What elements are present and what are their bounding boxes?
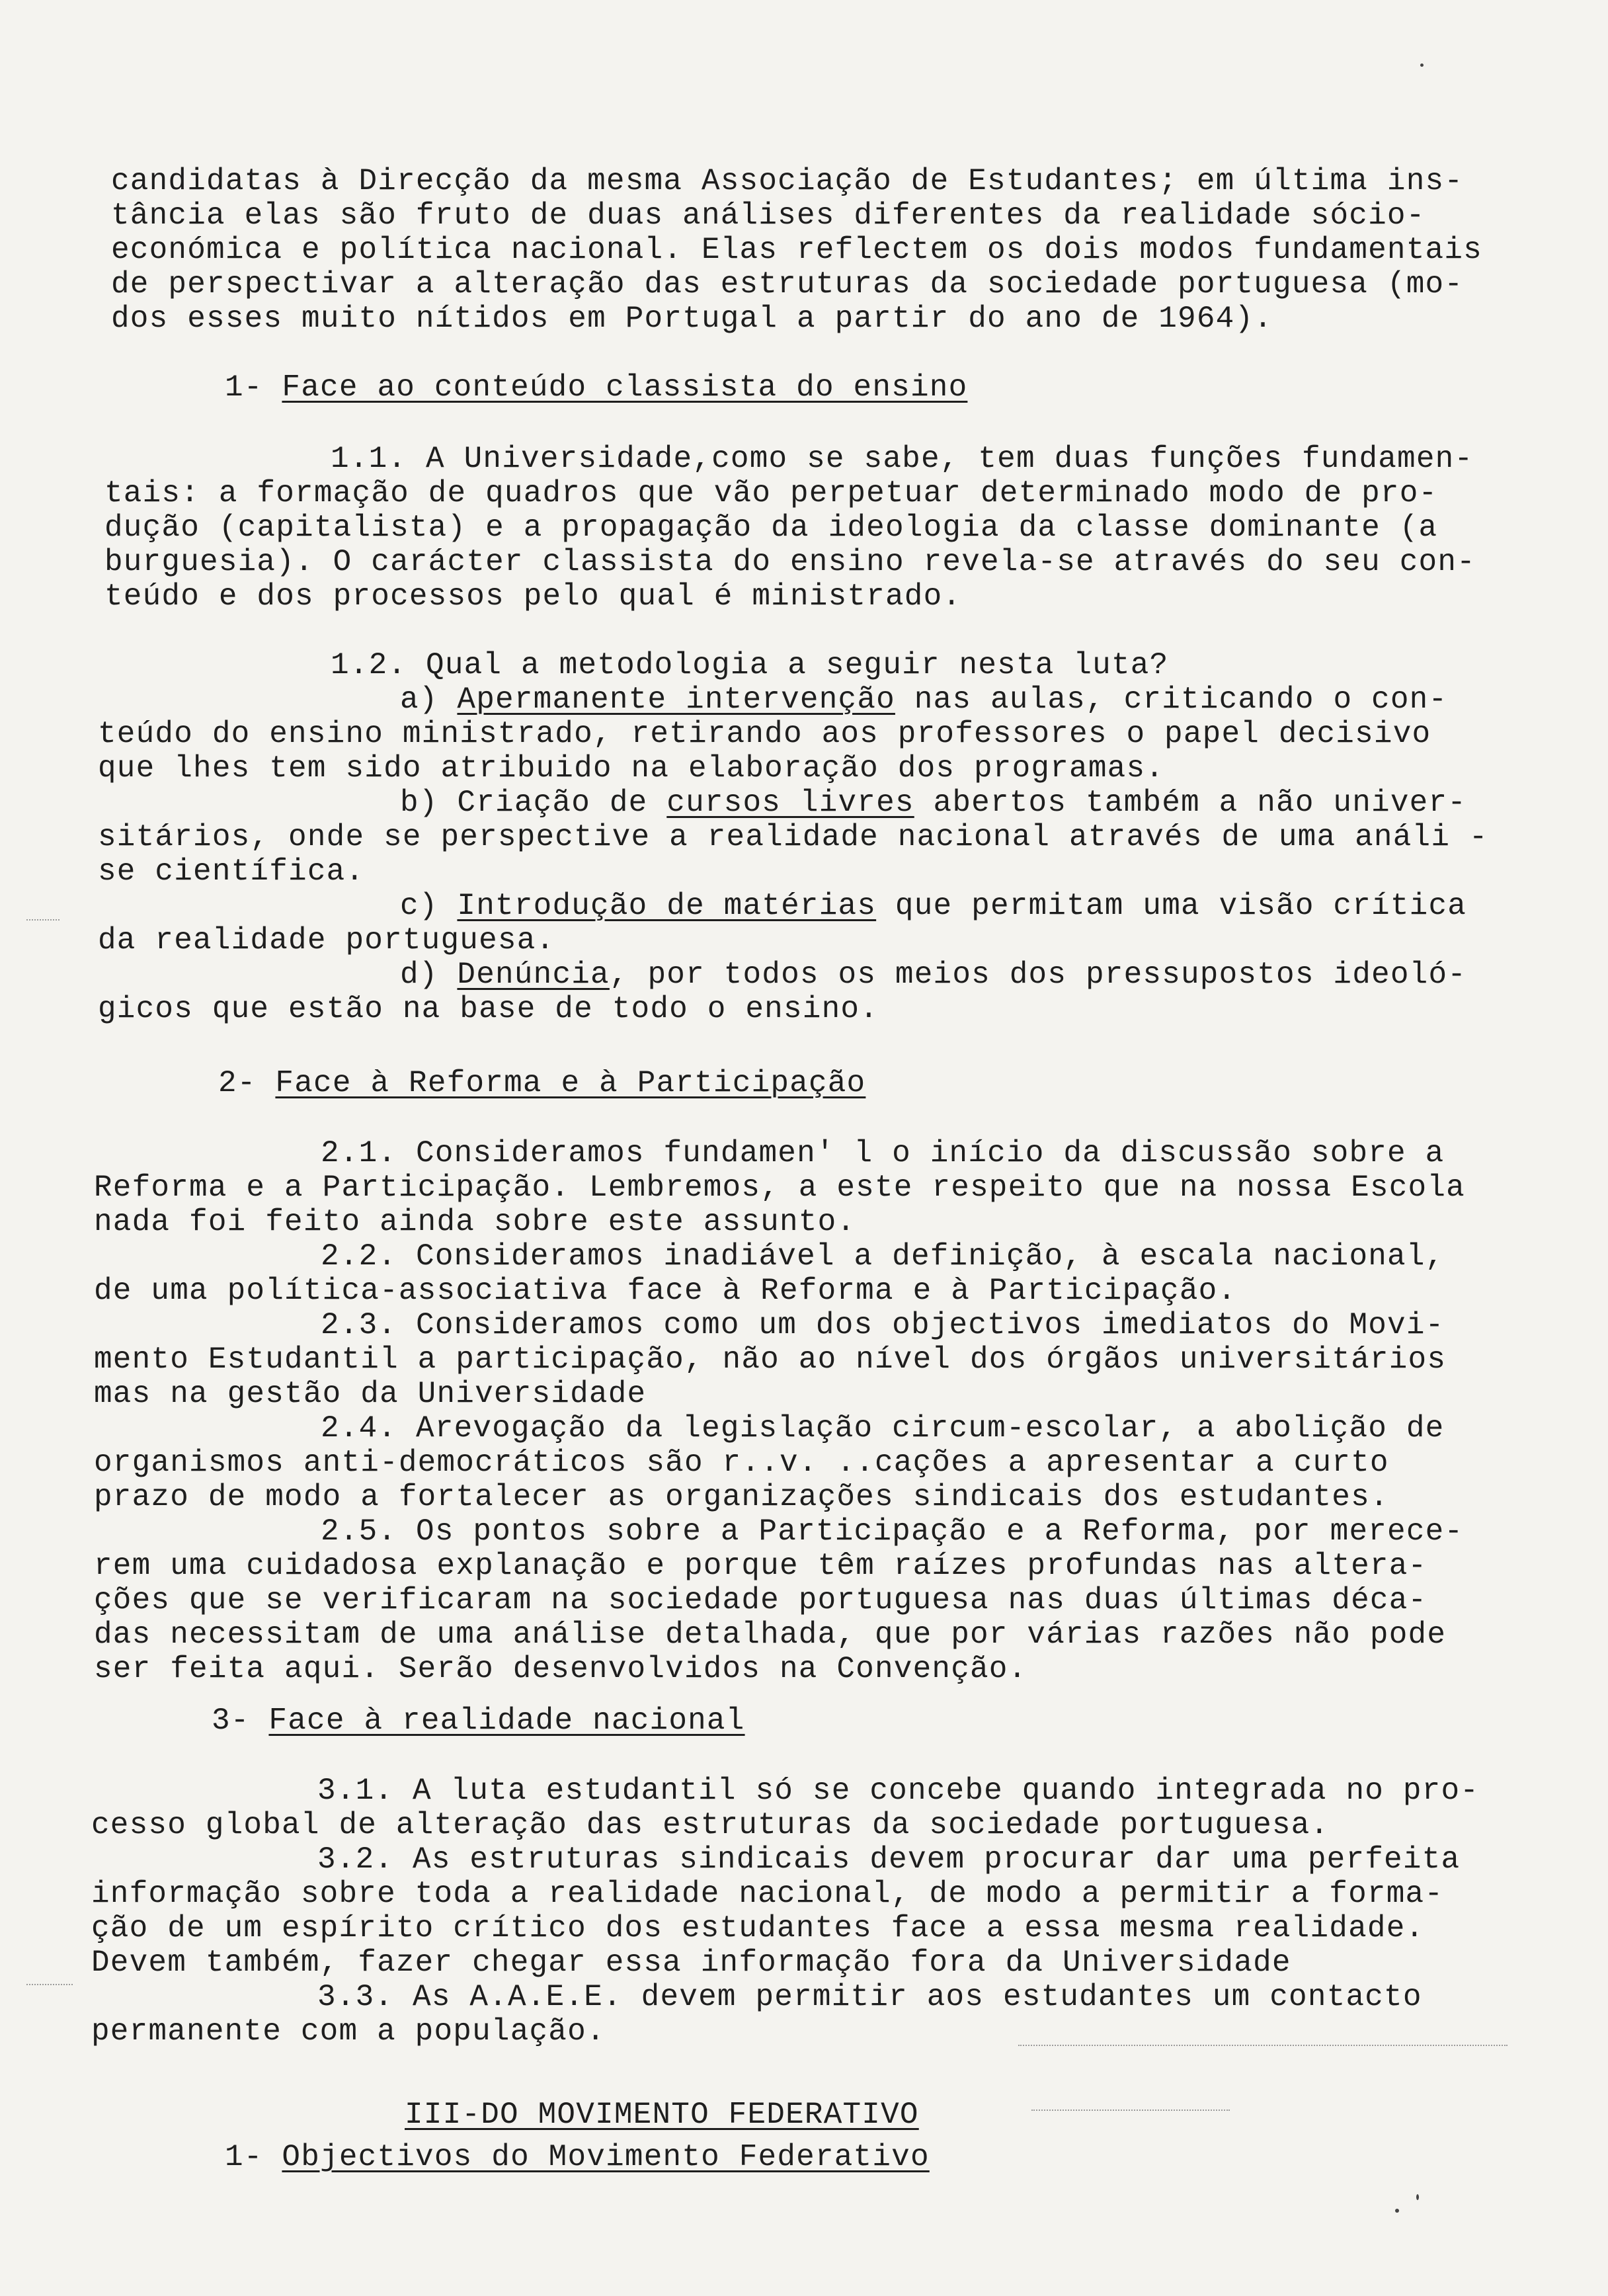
text-line: económica e política nacional. Elas reflectem os dois modos fundamentais — [111, 233, 1482, 267]
text-line: teúdo e dos processos pelo qual é ministrado. — [104, 579, 962, 614]
text-line: de perspectivar a alteração das estruturas da sociedade portuguesa (mo- — [111, 267, 1464, 302]
text-line: informação sobre toda a realidade nacional, de modo a permitir a forma- — [91, 1877, 1444, 1911]
text-line: dos esses muito nítidos em Portugal a partir do ano de 1964). — [111, 302, 1273, 336]
key-term: Denúncia — [457, 958, 610, 992]
list-item-c: c) Introdução de matérias que permitam uma visão crítica — [400, 889, 1467, 923]
text-line: ções que se verificaram na sociedade portuguesa nas duas últimas déca- — [94, 1583, 1427, 1618]
text-line: organismos anti-democráticos são r..v. ..cações a apresentar a curto — [94, 1446, 1389, 1480]
key-term: Apermanente intervenção — [457, 682, 895, 717]
text-line: tais: a formação de quadros que vão perpetuar determinado modo de pro- — [104, 476, 1438, 511]
text-line: 3.2. As estruturas sindicais devem procurar dar uma perfeita — [317, 1842, 1461, 1877]
text-line: permanente com a população. — [91, 2014, 606, 2049]
text-line: 2.5. Os pontos sobre a Participação e a Reforma, por merece- — [321, 1514, 1464, 1549]
part-title: III-DO MOVIMENTO FEDERATIVO — [405, 2098, 919, 2132]
text-line: mento Estudantil a participação, não ao nível dos órgãos universitários — [94, 1342, 1447, 1377]
text-line: gicos que estão na base de todo o ensino. — [98, 992, 879, 1026]
text-line: das necessitam de uma análise detalhada, que por várias razões não pode — [94, 1618, 1447, 1652]
text-line: Reforma e a Participação. Lembremos, a este respeito que na nossa Escola — [94, 1170, 1465, 1205]
section-2-heading — [218, 1066, 865, 1100]
text-line: 3.1. A luta estudantil só se concebe quando integrada no pro- — [317, 1774, 1480, 1808]
text-line: 3.3. As A.A.E.E. devem permitir aos estudantes um contacto — [317, 1980, 1422, 2014]
scan-dots — [1018, 2045, 1508, 2046]
text-line: tância elas são fruto de duas análises diferentes da realidade sócio- — [111, 198, 1426, 233]
text-line: sitários, onde se perspective a realidade nacional através de uma análi - — [98, 820, 1488, 854]
key-term: cursos livres — [666, 786, 914, 820]
section-number: 1- — [225, 370, 282, 405]
text-line: Devem também, fazer chegar essa informação fora da Universidade — [91, 1946, 1291, 1980]
text-line: nada foi feito ainda sobre este assunto. — [94, 1205, 856, 1239]
text-line: candidatas à Direcção da mesma Associação de Estudantes; em última ins- — [111, 164, 1464, 198]
scan-speck — [1395, 2209, 1399, 2213]
text-line: dução (capitalista) e a propagação da ideologia da classe dominante (a — [104, 511, 1438, 545]
text-line: ção de um espírito crítico dos estudantes face a essa mesma realidade. — [91, 1911, 1425, 1946]
section-3-heading — [212, 1703, 745, 1738]
part-3-subheading — [225, 2140, 930, 2174]
text-line: prazo de modo a fortalecer as organizações sindicais dos estudantes. — [94, 1480, 1389, 1514]
list-item-a: a) Apermanente intervenção nas aulas, criticando o con- — [400, 682, 1448, 717]
text-line: 2.3. Consideramos como um dos objectivos imediatos do Movi- — [321, 1308, 1445, 1342]
list-item-d: d) Denúncia, por todos os meios dos pressupostos ideoló- — [400, 958, 1467, 992]
text-line: da realidade portuguesa. — [98, 923, 555, 958]
section-number: 3- — [212, 1703, 269, 1738]
text-line: 2.4. Arevogação da legislação circum-escolar, a abolição de — [321, 1411, 1445, 1446]
scan-dots — [26, 1984, 73, 1985]
text-line: 2.1. Consideramos fundamen' l o início da discussão sobre a — [321, 1136, 1445, 1170]
scan-speck — [1416, 2194, 1419, 2200]
scan-dots — [1031, 2110, 1230, 2111]
scan-speck — [1420, 63, 1424, 67]
key-term: Introdução de matérias — [457, 889, 877, 923]
text-line: se científica. — [98, 854, 365, 889]
text-line: mas na gestão da Universidade — [94, 1377, 647, 1411]
text-line: rem uma cuidadosa explanação e porque têm raízes profundas nas altera- — [94, 1549, 1427, 1583]
text-line: de uma política-associativa face à Reforma e à Participação. — [94, 1274, 1237, 1308]
section-number: 2- — [218, 1066, 276, 1100]
text-line: cesso global de alteração das estruturas da sociedade portuguesa. — [91, 1808, 1330, 1842]
scan-dots — [26, 919, 60, 921]
section-title: Face à realidade nacional — [268, 1703, 745, 1738]
section-title: Face à Reforma e à Participação — [275, 1066, 866, 1100]
part-3-heading — [405, 2098, 919, 2132]
list-item-b: b) Criação de cursos livres abertos também a não univer- — [400, 786, 1467, 820]
text-line: teúdo do ensino ministrado, retirando aos professores o papel decisivo — [98, 717, 1431, 751]
paragraph-1-2-heading: 1.2. Qual a metodologia a seguir nesta luta? — [331, 648, 1169, 682]
text-line: ser feita aqui. Serão desenvolvidos na Convenção. — [94, 1652, 1027, 1686]
text-line: 1.1. A Universidade,como se sabe, tem duas funções fundamen- — [331, 442, 1474, 476]
text-line: burguesia). O carácter classista do ensino revela-se através do seu con- — [104, 545, 1476, 579]
section-title: Objectivos do Movimento Federativo — [282, 2140, 930, 2174]
section-1-heading — [225, 370, 967, 405]
text-line: que lhes tem sido atribuido na elaboração dos programas. — [98, 751, 1165, 786]
text-line: 2.2. Consideramos inadiável a definição, à escala nacional, — [321, 1239, 1445, 1274]
section-number: 1- — [225, 2140, 282, 2174]
section-title: Face ao conteúdo classista do ensino — [282, 370, 968, 405]
